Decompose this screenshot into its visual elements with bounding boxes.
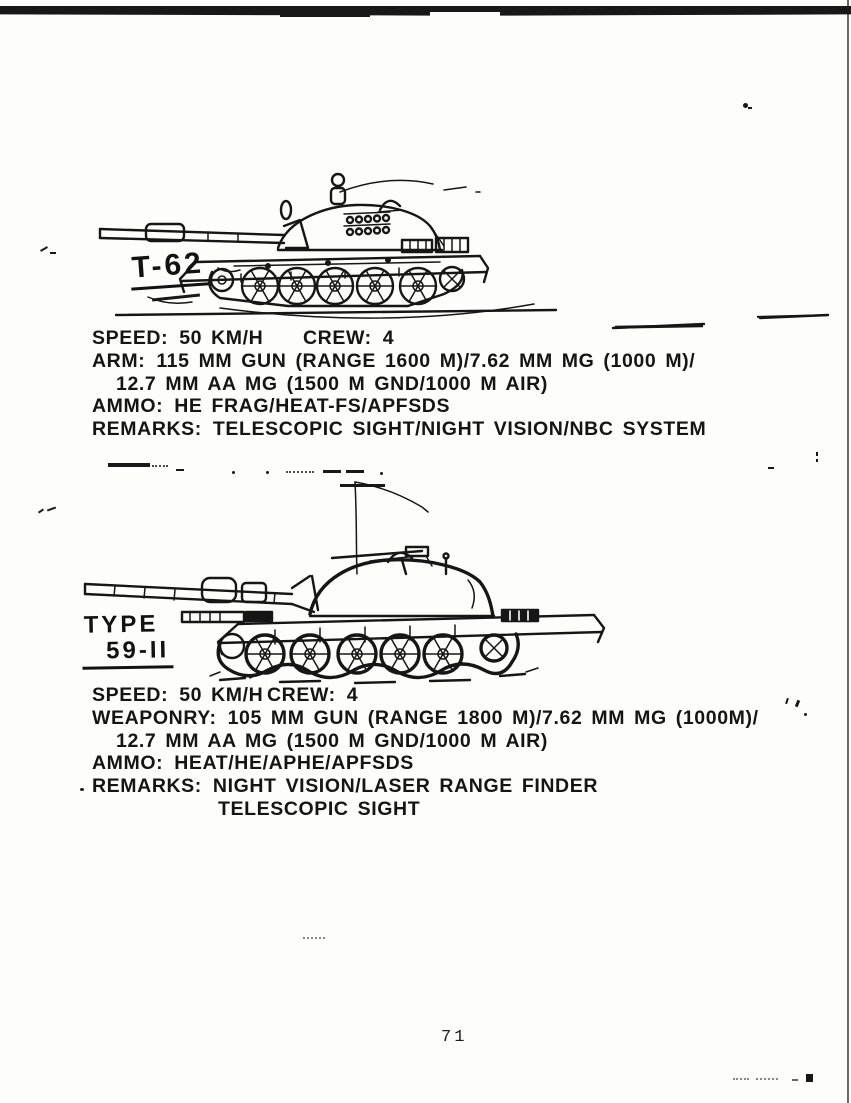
t62-ammo-line	[92, 395, 706, 418]
scan-artifact	[500, 8, 851, 15]
type59-armament-value: 105 MM GUN (RANGE 1800 M)/7.62 MM MG (1000M)/	[227, 706, 759, 729]
type59-armament-line	[92, 707, 759, 730]
t62-running-gear	[209, 262, 464, 306]
scan-artifact	[785, 698, 789, 704]
scan-artifact	[50, 252, 56, 254]
t62-ammo-label: AMMO:	[92, 395, 164, 418]
type59-crew-value: 4	[346, 684, 359, 706]
type59-turret	[310, 547, 494, 616]
t62-crew-segment	[303, 327, 394, 350]
t62-crew-value: 4	[382, 327, 395, 349]
scan-artifact	[40, 246, 48, 252]
type59-armament-label: WEAPONRY:	[92, 706, 217, 729]
type59-remarks-label: REMARKS:	[92, 775, 202, 798]
t62-speed-value: 50 KM/H	[179, 327, 264, 349]
scan-artifact	[38, 508, 44, 513]
scan-artifact	[804, 713, 807, 716]
type59-crew-segment	[267, 684, 358, 707]
type59-remarks-value1: NIGHT VISION/LASER RANGE FINDER	[212, 775, 599, 798]
type59-label-line2: 59-II	[105, 636, 170, 665]
scan-artifact	[816, 459, 818, 462]
t62-speed-crew-line	[92, 327, 706, 350]
type59-remarks-cont-line	[92, 798, 759, 821]
t62-ground-lines	[116, 180, 828, 328]
type59-armament-cont-line	[92, 730, 759, 753]
scan-artifact	[806, 1074, 813, 1082]
type59-label	[82, 611, 174, 670]
t62-armament-cont-line	[92, 373, 706, 396]
t62-remarks-value: TELESCOPIC SIGHT/NIGHT VISION/NBC SYSTEM	[212, 418, 707, 441]
scan-artifact	[303, 937, 325, 939]
t62-remarks-label: REMARKS:	[92, 418, 202, 441]
type59-crew-label: CREW:	[267, 684, 336, 706]
type59-ammo-value: HEAT/HE/APHE/APFSDS	[174, 752, 414, 775]
type59-speed-value: 50 KM/H	[179, 684, 264, 706]
type59-gun	[85, 576, 318, 612]
scan-artifact	[756, 1078, 778, 1080]
t62-armament-cont: 12.7 MM AA MG (1500 M GND/1000 M AIR)	[116, 372, 548, 395]
type59-running-gear	[218, 634, 518, 678]
t62-crew-label: CREW:	[303, 327, 372, 349]
scan-artifact	[816, 452, 818, 456]
type59-ammo-label: AMMO:	[92, 752, 164, 775]
page-number: 71	[441, 1028, 468, 1047]
t62-armament-line	[92, 350, 706, 373]
type59-remarks-value2: TELESCOPIC SIGHT	[218, 797, 421, 820]
scan-artifact	[748, 107, 752, 109]
scan-artifact	[847, 0, 849, 1103]
type59-label-line1: TYPE	[83, 610, 159, 639]
scan-artifact	[47, 507, 56, 512]
t62-armament-value: 115 MM GUN (RANGE 1600 M)/7.62 MM MG (1000 M)/	[156, 349, 696, 372]
t62-label: T-62	[129, 246, 210, 290]
scan-artifact	[768, 467, 774, 469]
t62-armament-label: ARM:	[92, 349, 146, 372]
t62-gun	[100, 220, 308, 248]
scan-artifact	[80, 788, 84, 791]
type59-speed-crew-line	[92, 684, 759, 707]
t62-specs	[92, 327, 706, 441]
type59-ammo-line	[92, 752, 759, 775]
t62-ammo-value: HE FRAG/HEAT-FS/APFSDS	[174, 395, 451, 418]
type59-specs	[92, 684, 759, 821]
scan-artifact	[795, 700, 800, 708]
type59-armament-cont: 12.7 MM AA MG (1500 M GND/1000 M AIR)	[116, 729, 548, 752]
t62-speed-label: SPEED:	[92, 327, 169, 349]
scan-artifact	[792, 1079, 798, 1081]
scan-artifact	[733, 1078, 749, 1080]
type59-remarks-line	[92, 775, 759, 798]
t62-remarks-line	[92, 418, 706, 441]
type59-speed-label: SPEED:	[92, 684, 169, 706]
scan-artifact	[280, 15, 370, 17]
